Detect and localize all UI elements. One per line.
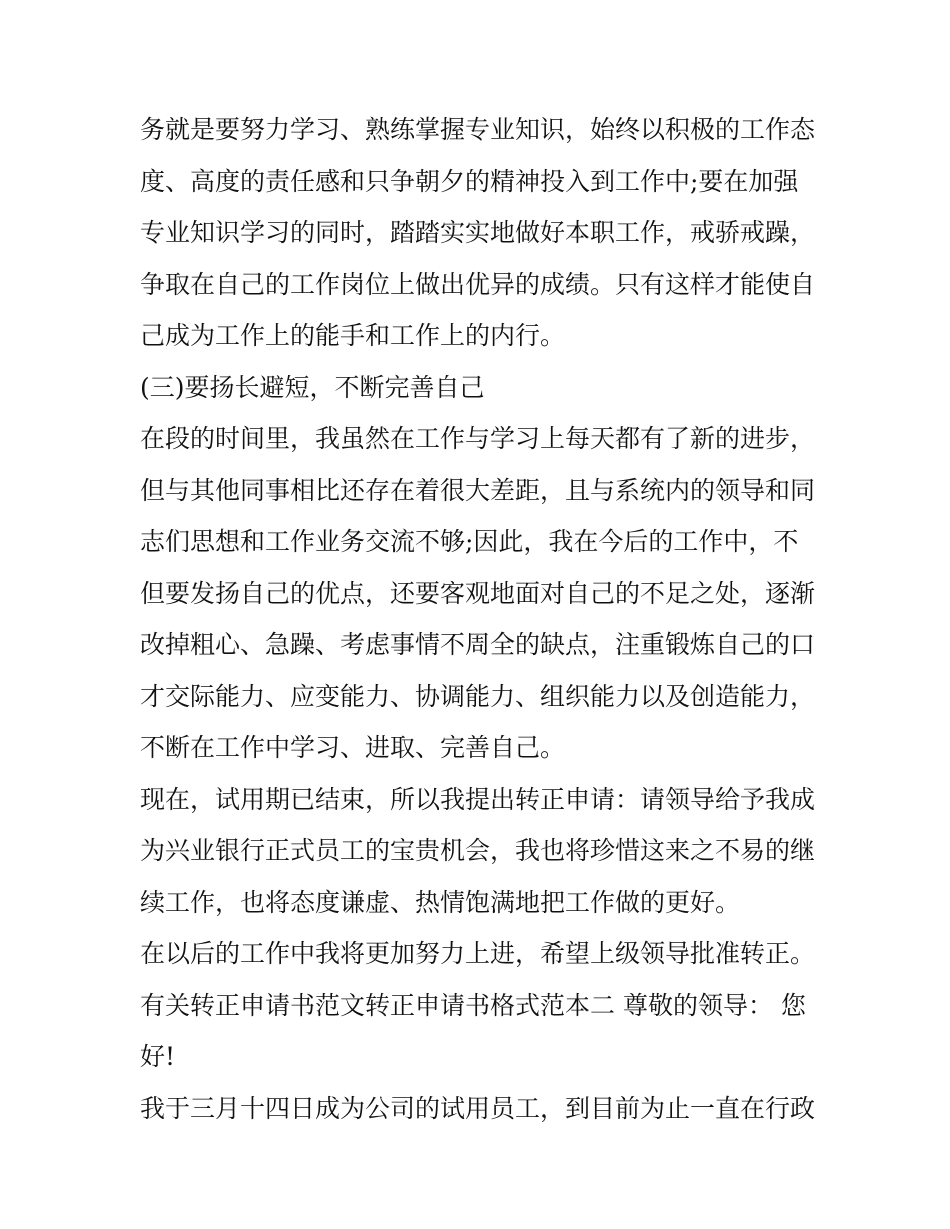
text-line: 好! — [140, 1042, 176, 1071]
text-line: 争取在自己的工作岗位上做出优异的成绩。只有这样才能使自 — [140, 269, 816, 299]
text-line: 我于三月十四日成为公司的试用员工，到目前为止一直在行政 — [140, 1093, 816, 1123]
text-line: 现在，试用期已结束，所以我提出转正申请：请领导给予我成 — [140, 784, 816, 814]
section-heading: (三)要扬长避短，不断完善自己 — [140, 372, 485, 402]
text-line: 己成为工作上的能手和工作上的内行。 — [140, 321, 566, 350]
text-line: 专业知识学习的同时，踏踏实实地做好本职工作，戒骄戒躁， — [140, 218, 816, 247]
text-line: 续工作，也将态度谦虚、热情饱满地把工作做的更好。 — [140, 887, 741, 917]
text-line: 在以后的工作中我将更加努力上进，希望上级领导批准转正。 — [140, 939, 816, 968]
text-line: 但要发扬自己的优点，还要客观地面对自己的不足之处，逐渐 — [140, 578, 816, 608]
text-line: 度、高度的责任感和只争朝夕的精神投入到工作中;要在加强 — [140, 166, 799, 196]
text-line: 在段的时间里，我虽然在工作与学习上每天都有了新的进步， — [140, 424, 816, 453]
text-line: 有关转正申请书范文转正申请书格式范本二 尊敬的领导： 您 — [140, 990, 806, 1020]
text-line: 不断在工作中学习、进取、完善自己。 — [140, 733, 566, 762]
body-text — [140, 104, 820, 1134]
text-line: 但与其他同事相比还存在着很大差距，且与系统内的领导和同 — [140, 475, 816, 505]
text-line: 志们思想和工作业务交流不够;因此，我在今后的工作中，不 — [140, 527, 799, 556]
text-line: 务就是要努力学习、熟练掌握专业知识，始终以积极的工作态 — [140, 115, 816, 144]
text-line: 才交际能力、应变能力、协调能力、组织能力以及创造能力， — [140, 681, 816, 711]
text-line: 为兴业银行正式员工的宝贵机会，我也将珍惜这来之不易的继 — [140, 836, 816, 865]
text-line: 改掉粗心、急躁、考虑事情不周全的缺点，注重锻炼自己的口 — [140, 630, 816, 659]
